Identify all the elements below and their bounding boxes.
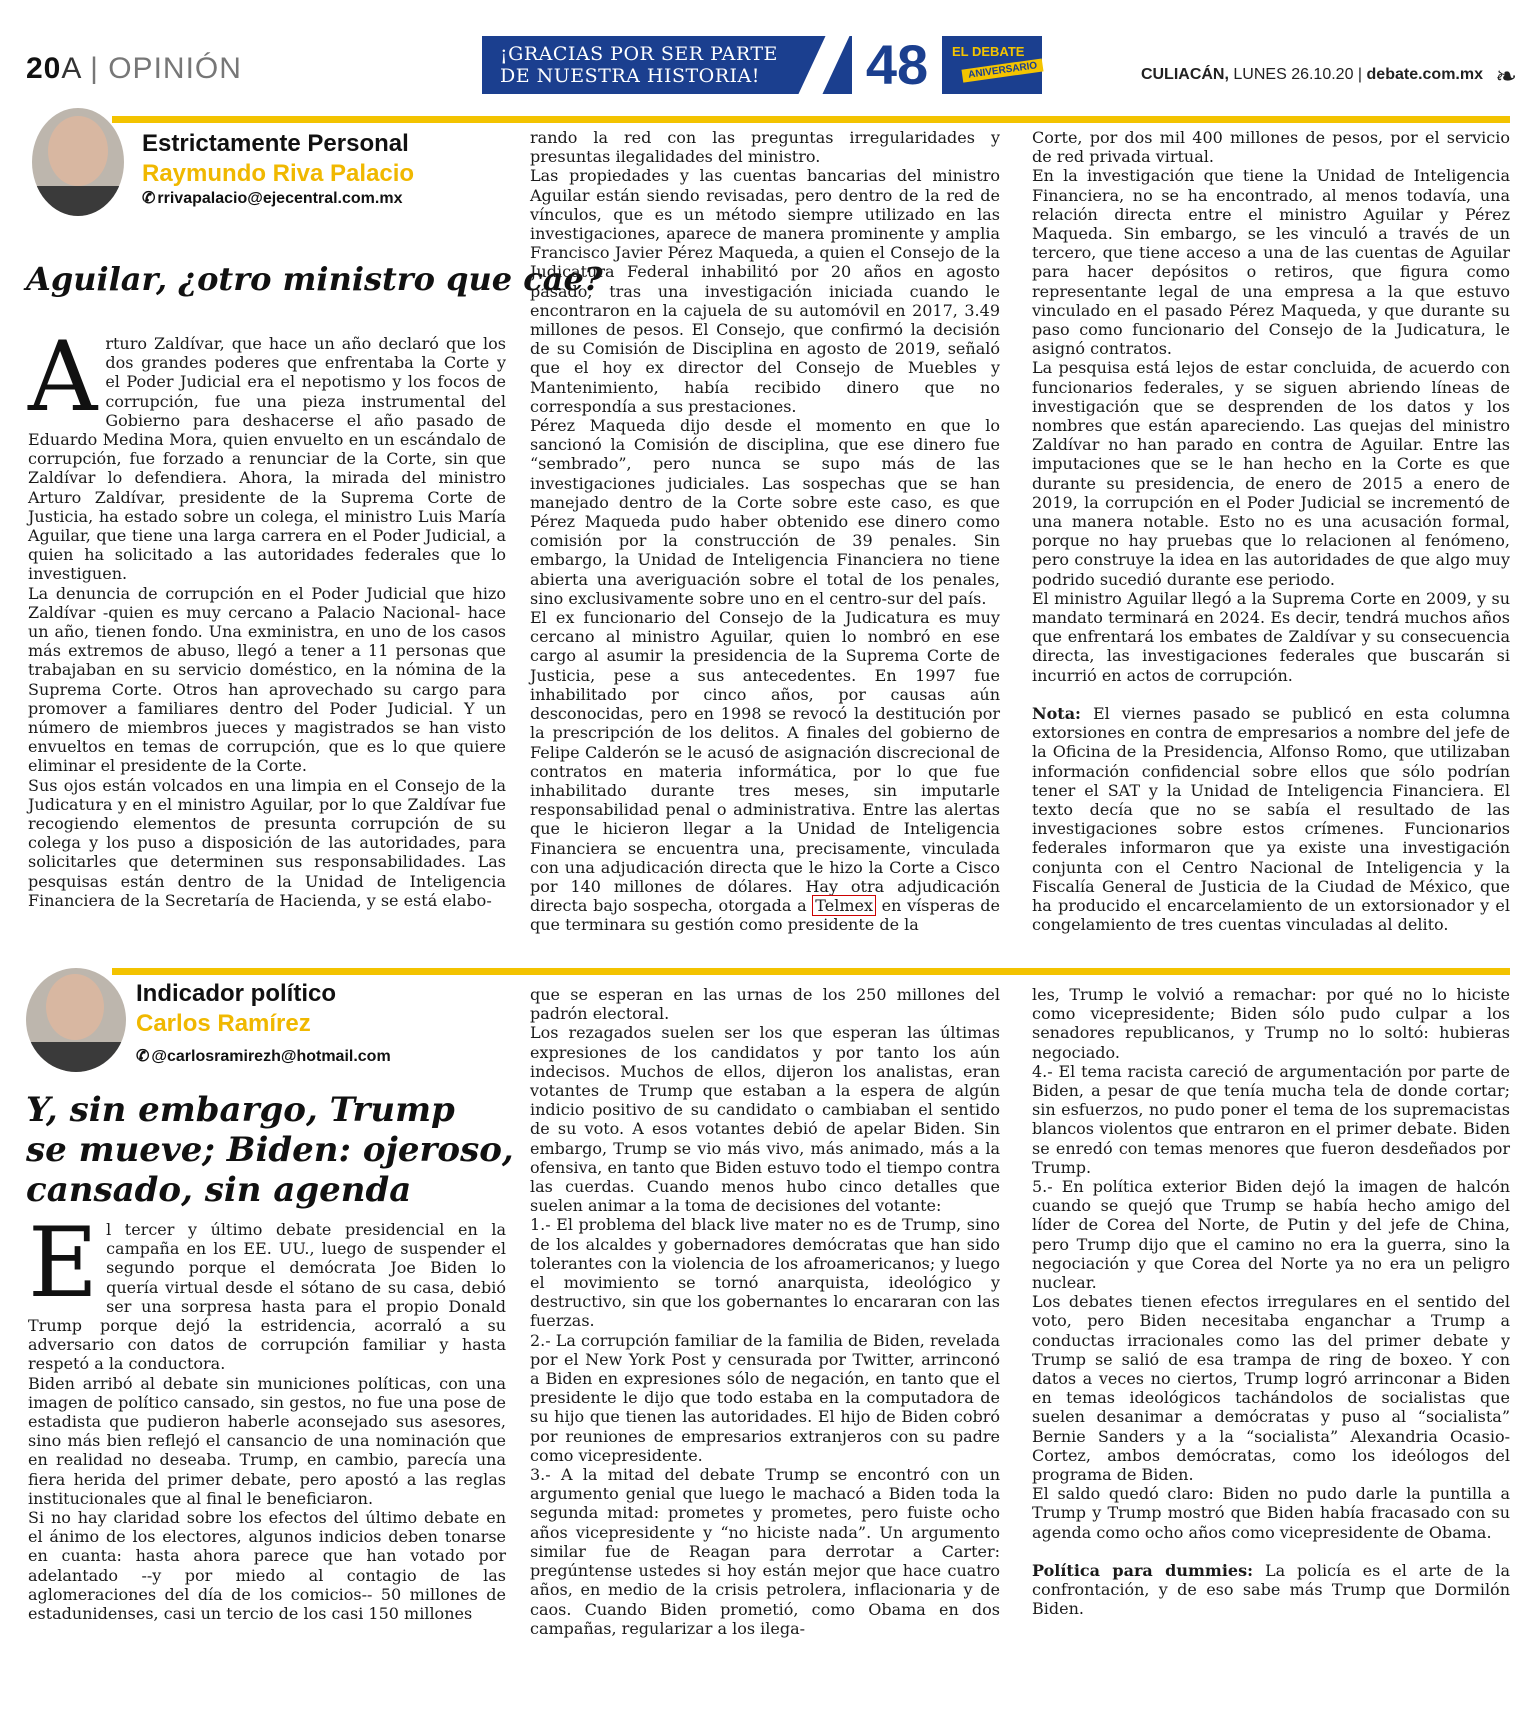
author-name-2: Carlos Ramírez bbox=[136, 1010, 311, 1037]
article-column-2: rando la red con las preguntas irregularidades y presuntas ilegalidades del ministro. Las propiedades y las cuentas bancarias del ministro Aguilar están siendo revisadas, pero dentro de la red de vínculos, que es un método siempre utilizado en las investigaciones, aparece de manera prominente y amplia Francisco Javier Pérez Maqueda, a quien el Consejo de la Judicatura Federal inhabilitó por 20 años en agosto pasado, tras una investigación iniciada cuando le encontraron en la cajuela de su automóvil en 2017, 3.49 millones de pesos. El Consejo, que confirmó la decisión de su Comisión de Disciplina en agosto de 2019, señaló que el hoy ex director del Consejo de Muebles y Mantenimiento, había recibido dinero que no correspondía a sus prestaciones. Pérez Maqueda dijo desde el momento en que lo sancionó la Comisión de disciplina, que ese dinero fue “sembrado”, pero nunca se supo más de las investigaciones judiciales. Las sospechas que se han manejado dentro de la Corte sobre este caso, es que Pérez Maqueda pudo haber obtenido ese dinero como comisión por la construcción de 39 penales. Sin embargo, la Unidad de Inteligencia Financiera no tiene abierta una averiguación sobre el total de los penales, sino exclusivamente sobre uno en el centro-sur del país. El ex funcionario del Consejo de la Judicatura es muy cercano al ministro Aguilar, quien lo nombró en ese cargo al asumir la presidencia de la Suprema Corte de Justicia, pese a sus antecedentes. En 1997 fue inhabilitado por cinco años, por causas aún desconocidas, pero en 1998 se revocó la destitución por la prescripción de los delitos. A finales del gobierno de Felipe Calderón se le acusó de asignación discrecional de contratos en materia informática, por lo que fue inhabilitado durante tres meses, sin imputarle responsabilidad penal o administrativa. Entre las alertas que le hicieron llegar a la Unidad de Inteligencia Financiera se encuentra una, precisamente, vinculada con una adjudicación directa que le hizo la Corte a Cisco por 140 millones de dólares. Hay otra adjudicación directa bajo sospecha, otorgada a Telmex en vísperas de que terminara su gestión como presidente de la bbox=[530, 128, 1000, 935]
article2-column-1: El tercer y último debate presidencial en la campaña en los EE. UU., luego de suspender el segundo porque el demócrata Joe Biden lo quería virtual desde el sótano de su casa, debió ser una sorpresa hasta para el propio Donald Trump porque dejó la estridencia, acorraló a su adversario con datos de corrupción familiar y hasta respetó a la conductora. Biden arribó al debate sin municiones políticas, con una imagen de político cansado, sin gestos, no fue una pose de estadista que pudieron haberle aconsejado sus asesores, sino más bien reflejó el cansancio de una nominación que en realidad no deseaba. Trump, en cambio, parecía una fiera herida del primer debate, pero apostó a las reglas institucionales que al final le beneficiaron. Si no hay claridad sobre los efectos del último debate en el ánimo de los electores, algunos indicios deben tonarse en cuanta: hasta ahora parece que han votado por adelantado --y por miedo al contagio de las aglomeraciones del día de los comicios-- 50 millones de estadunidenses, casi un tercio de los casi 150 millones bbox=[28, 1207, 506, 1624]
feather-icon: ❧ bbox=[1495, 62, 1517, 92]
drop-cap: A bbox=[28, 321, 98, 433]
twitter-icon: ✆ bbox=[136, 1048, 150, 1065]
section-name: OPINIÓN bbox=[108, 52, 242, 85]
column-name-2: Indicador político bbox=[136, 980, 337, 1007]
telmex-highlight: Telmex bbox=[812, 895, 876, 916]
article2-column-2: que se esperan en las urnas de los 250 millones del padrón electoral. Los rezagados suelen ser los que esperan las últimas expresiones de los candidatos y por tanto los aún indecisos. Muchos de ellos, dijeron los analistas, eran votantes de Trump que estaban a la espera de algún indicio positivo de su candidato o cambiaban el sentido de su voto. A esos votantes debió de apelar Biden. Sin embargo, Trump se vio más vivo, más animado, más a la ofensiva, en tanto que Biden estuvo todo el tiempo contra las cuerdas. Cuando menos hubo cinco detalles que suelen animar a la toma de decisiones del votante: 1.- El problema del black live mater no es de Trump, sino de los alcaldes y gobernadores demócratas que han sido tolerantes con la violencia de los afroamericanos; y luego el movimiento se tornó anarquista, ideológico y destructivo, sin que los gobernantes lo encararan con las fuerzas. 2.- La corrupción familiar de la familia de Biden, revelada por el New York Post y censurada por Twitter, arrinconó a Biden en expresiones sólo de negación, en tanto que el presidente le dijo que todo estaba en la computadora de su hijo que tienen las autoridades. El hijo de Biden cobró por reuniones de empresarios extranjeros con su padre como vicepresidente. 3.- A la mitad del debate Trump se encontró con un argumento genial que luego le machacó a Biden toda la segunda mitad: prometes y prometes, pero fuiste ocho años vicepresidente y “no hiciste nada”. Un argumento similar fue de Reagan para derrotar a Carter: pregúntense ustedes si hoy están mejor que hace cuatro años, en medio de la crisis petrolera, inflacionaria y de caos. Cuando Biden prometió, como Obama en dos campañas, regularizar a los ilega- bbox=[530, 985, 1000, 1638]
author-photo-2 bbox=[26, 968, 126, 1072]
slash-decoration bbox=[798, 36, 849, 94]
author-email-2[interactable]: ✆ @carlosramirezh@hotmail.com bbox=[136, 1048, 391, 1065]
brand-logo: EL DEBATE bbox=[952, 44, 1025, 59]
author-name: Raymundo Riva Palacio bbox=[142, 160, 415, 187]
article-column-1: Arturo Zaldívar, que hace un año declaró que los dos grandes poderes que enfrentaba la Corte y el Poder Judicial era el nepotismo y los focos de corrupción, fue una pieza instrumental del Gobierno para deshacerse el año pasado de Eduardo Medina Mora, quien envuelto en un escándalo de corrupción, fue forzado a renunciar de la Corte, sin que Zaldívar lo defendiera. Ahora, la mirada del ministro Arturo Zaldívar, presidente de la Suprema Corte de Justicia, ha estado sobre un colega, el ministro Luis María Aguilar, que tiene una larga carrera en el Poder Judicial, a quien ha solicitado a las autoridades federales que lo investiguen. La denuncia de corrupción en el Poder Judicial que hizo Zaldívar -quien es muy cercano a Palacio Nacional- hace un año, tienen fondo. Una exministra, en uno de los casos más extremos de abuso, llegó a tener a 11 personas que trabajaban en su servicio doméstico, en la nómina de la Suprema Corte. Otros han aprovechado su cargo para promover a familiares dentro del Poder Judicial. Y un número de miembros jueces y magistrados se han visto envueltos en temas de corrupción, que es lo que quiere eliminar el presidente de la Corte. Sus ojos están volcados en una limpia en el Consejo de la Judicatura y en el ministro Aguilar, por lo que Zaldívar fue recogiendo elementos de presunta corrupción de su colega y los puso a disposición de las autoridades, para solicitarles que determinen sus responsabilidades. Las pesquisas están dentro de la Unidad de Inteligencia Financiera de la Secretaría de Hacienda, y se está elabo- bbox=[28, 321, 506, 910]
dateline: CULIACÁN, LUNES 26.10.20 | debate.com.mx bbox=[1140, 66, 1483, 83]
anniversary-banner: ¡GRACIAS POR SER PARTE DE NUESTRA HISTORIA! 48 EL DEBATE ANIVERSARIO bbox=[482, 36, 1042, 94]
author-email[interactable]: ✆ rrivapalacio@ejecentral.com.mx bbox=[142, 190, 403, 207]
section-rule-2 bbox=[112, 968, 1510, 975]
page-number: 20A | OPINIÓN bbox=[26, 52, 242, 85]
anniversary-number: 48 bbox=[852, 34, 942, 96]
article-column-3: Corte, por dos mil 400 millones de pesos, por el servicio de red privada virtual. En la investigación que tiene la Unidad de Inteligencia Financiera, no se ha encontrado, al menos todavía, una relación directa entre el ministro Aguilar y Pérez Maqueda. Sin embargo, se les vinculó a través de un tercero, que tiene acceso a una de las cuentas de Aguilar para hacer depósitos o retiros, que figura como representante legal de una empresa a la que estuvo vinculado en el pasado Pérez Maqueda, y que durante su paso como funcionario del Consejo de la Judicatura, le asignó contratos. La pesquisa está lejos de estar concluida, de acuerdo con funcionarios federales, y se siguen abriendo líneas de investigación que se desprenden de los datos y los nombres que están apareciendo. Las quejas del ministro Zaldívar no han parado en contra de Aguilar. Entre las imputaciones que se le han hecho en la Corte es que durante su presidencia, de enero de 2015 a enero de 2019, la corrupción en el Poder Judicial se incrementó de una manera notable. Esto no es una acusación formal, porque no hay pruebas que lo relacionen al fenómeno, pero construye la idea en las autoridades de que algo muy podrido sucedió durante ese periodo. El ministro Aguilar llegó a la Suprema Corte en 2009, y su mandato terminará en 2024. Es decir, tendrá muchos años que enfrentará los embates de Zaldívar y su consecuencia directa, las investigaciones federales que buscarán si incurrió en actos de corrupción. Nota: El viernes pasado se publicó en esta columna extorsiones en contra de empresarios a nombre del jefe de la Oficina de la Presidencia, Alfonso Romo, que utilizaban información confidencial sobre ellos que sólo podrían tener el SAT y la Unidad de Inteligencia Financiera. El texto decía que no se sabía el resultado de las investigaciones sobre estos crímenes. Funcionarios federales informaron que ya existe una investigación conjunta con el Centro Nacional de Inteligencia y la Fiscalía General de Justicia de la Ciudad de México, que ha producido el encarcelamiento de un extorsionador y el congelamiento de tres cuentas vinculadas al delito. bbox=[1032, 128, 1510, 935]
article-headline-2: Y, sin embargo, Trump se mueve; Biden: ojeroso, cansado, sin agenda bbox=[26, 1090, 514, 1210]
column-name: Estrictamente Personal bbox=[142, 130, 409, 157]
section-rule bbox=[112, 116, 1510, 123]
article-headline: Aguilar, ¿otro ministro que cae? bbox=[26, 260, 603, 298]
twitter-icon: ✆ bbox=[142, 190, 156, 207]
closing-paragraph: Política para dummies: La policía es el arte de la confrontación, y de eso sabe más Trump que Dormilón Biden. bbox=[1032, 1560, 1511, 1619]
note-paragraph: Nota: El viernes pasado se publicó en esta columna extorsiones en contra de empresarios a nombre del jefe de la Oficina de la Presidencia, Alfonso Romo, que utilizaban información confidencial sobre ellos que sólo podrían tener el SAT y la Unidad de Inteligencia Financiera. El texto decía que no se sabía el resultado de las investigaciones sobre estos crímenes. Funcionarios federales informaron que ya existe una investigación conjunta con el Centro Nacional de Inteligencia y la Fiscalía General de Justicia de la Ciudad de México, que ha producido el encarcelamiento de un extorsionador y el congelamiento de tres cuentas vinculadas al delito. bbox=[1032, 703, 1510, 935]
article2-column-3: les, Trump le volvió a remachar: por qué no lo hiciste como vicepresidente; Biden sólo pudo culpar a los senadores republicanos, y Trump no lo soltó: hubieras negociado. 4.- El tema racista careció de argumentación por parte de Biden, a pesar de que tenía mucha tela de donde cortar; sin esfuerzos, no pudo poner el tema de los supremacistas blancos violentos que entraron en el primer debate. Biden se enredó con temas menores que fueron desdeñados por Trump. 5.- En política exterior Biden dejó la imagen de halcón cuando se quejó que Trump se había hecho amigo del líder de Corea del Norte, de Putin y del jefe de China, pero Trump dijo que el camino no era la guerra, sino la negociación y que Corea del Norte ya no era un peligro nuclear. Los debates tienen efectos irregulares en el sentido del voto, pero Biden necesitaba enganchar a Trump a conductas irracionales como las del primer debate y Trump se salió de esa trampa de ring de boxeo. Y con datos a veces no ciertos, Trump logró arrinconar a Biden en temas ideológicos tachándolos de socialistas que suelen desanimar a demócratas y puso al “socialista” Bernie Sanders y a la “socialista” Alexandria Ocasio-Cortez, ambos demócratas, como los ideólogos del programa de Biden. El saldo quedó claro: Biden no pudo darle la puntilla a Trump y Trump mostró que Biden había fracasado con su agenda como ocho años como vicepresidente de Obama. Política para dummies: La policía es el arte de la confrontación, y de eso sabe más Trump que Dormilón Biden. bbox=[1032, 985, 1511, 1619]
page-header bbox=[0, 0, 1537, 118]
drop-cap-2: E bbox=[28, 1207, 99, 1319]
author-photo bbox=[32, 108, 124, 216]
anniversary-tag: ANIVERSARIO bbox=[961, 58, 1043, 82]
